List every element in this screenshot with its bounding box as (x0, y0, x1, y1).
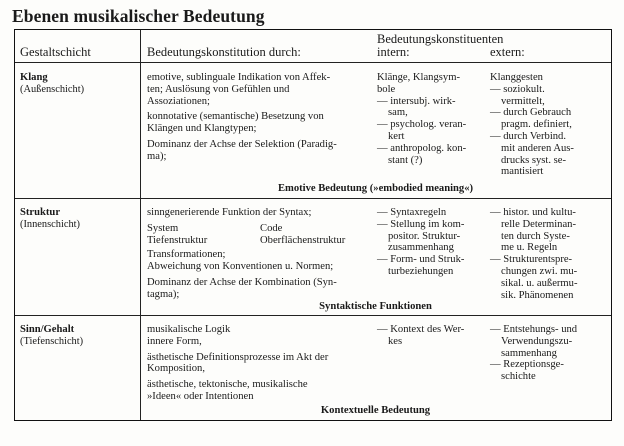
layer-name: Klang (20, 72, 48, 83)
text-line: emotive, sublinguale Indikation von Affek- (147, 72, 331, 83)
pair-left: System (147, 222, 179, 234)
header-intern: intern: (377, 45, 410, 59)
meaning-levels-table (14, 29, 612, 421)
text-line: Klanggesten (490, 72, 543, 83)
text-line: ästhetische, tektonische, musikalische (147, 379, 308, 391)
text-line: musikalische Logik (147, 324, 231, 335)
layer-subtitle: (Innenschicht) (20, 218, 81, 230)
text-line: positor. Struktur- (388, 230, 461, 242)
column-divider (140, 30, 141, 420)
layer-struktur (20, 207, 80, 231)
text-line: me u. Regeln (501, 242, 558, 254)
intern-klang (377, 72, 466, 166)
text-line: »Ideen« oder Intentionen (147, 390, 254, 402)
page-title: Ebenen musikalischer Bedeutung (12, 6, 265, 26)
pair-right: Oberflächenstruktur (260, 234, 346, 246)
text-line: ästhetische Definitionsprozesse im Akt der (147, 351, 329, 363)
text-line: Dominanz der Achse der Selektion (Paradig- (147, 138, 337, 150)
text-line: ten; Auslösung von Gefühlen und (147, 83, 290, 95)
text-line: Assoziationen; (147, 95, 210, 107)
header-bedeutungskonstitution: Bedeutungskonstitution durch: (147, 45, 301, 59)
text-line: mantisiert (501, 166, 544, 178)
text-line: — Kontext des Wer- (377, 324, 465, 335)
text-line: — Entstehungs- und (490, 324, 578, 335)
text-line: — anthropolog. kon- (377, 142, 467, 154)
text-line: Klänge, Klangsym- (377, 72, 460, 83)
header-extern: extern: (490, 45, 525, 59)
pair-right: Code (260, 222, 283, 234)
text-line: sik. Phänomenen (501, 289, 574, 301)
text-line: Komposition, (147, 363, 205, 375)
text-line: vermittelt, (501, 95, 545, 107)
constitution-klang (147, 72, 377, 163)
constitution-struktur (147, 207, 377, 301)
row-divider (15, 198, 611, 199)
text-line: — Form- und Struk- (377, 254, 465, 266)
function-label-kontextuell: Kontextuelle Bedeutung (320, 405, 431, 416)
text-line: kert (388, 130, 405, 142)
text-line: Abweichung von Konventionen u. Normen; (147, 261, 334, 273)
text-line: kes (388, 335, 403, 347)
text-line: mit anderen Aus- (501, 142, 574, 154)
intern-struktur (377, 207, 464, 278)
text-line: — Rezeptionsge- (490, 359, 564, 371)
text-line: — intersubj. wirk- (377, 95, 456, 107)
text-line: konnotative (semantische) Besetzung von (147, 111, 324, 123)
extern-klang (490, 72, 574, 178)
text-line: — soziokult. (490, 83, 545, 95)
extern-struktur (490, 207, 578, 301)
constitution-sinn-gehalt (147, 324, 377, 403)
text-line: — durch Verbind. (490, 130, 567, 142)
pair-grid (147, 223, 377, 247)
text-line: — durch Gebrauch (490, 107, 572, 119)
text-line: sammenhang (501, 347, 557, 359)
text-line: tagma); (147, 288, 180, 300)
header-gestaltschicht: Gestaltschicht (20, 45, 91, 59)
text-line: ten durch Syste- (501, 230, 570, 242)
layer-sinn-gehalt (20, 324, 83, 348)
header-divider (15, 62, 611, 63)
text-line: sinngenerierende Funktion der Syntax; (147, 207, 312, 218)
intern-sinn-gehalt (377, 324, 464, 348)
text-line: Verwendungszu- (501, 335, 573, 347)
text-line: — histor. und kultu- (490, 207, 576, 218)
text-line: — psycholog. veran- (377, 119, 467, 131)
text-line: ma); (147, 150, 167, 162)
text-line: sikal. u. außermu- (501, 277, 578, 289)
text-line: relle Determinan- (501, 218, 576, 230)
text-line: — Strukturentspre- (490, 254, 573, 266)
text-line: pragm. definiert, (501, 119, 572, 131)
extern-sinn-gehalt (490, 324, 577, 383)
text-line: sam, (388, 107, 408, 119)
text-line: schichte (501, 371, 536, 383)
text-line: stant (?) (388, 154, 423, 166)
text-line: — Syntaxregeln (377, 207, 447, 218)
layer-subtitle: (Außenschicht) (20, 83, 85, 95)
header-bedeutungskonstituenten: Bedeutungskonstituenten (377, 32, 504, 46)
layer-klang (20, 72, 84, 96)
layer-name: Sinn/Gehalt (20, 324, 75, 335)
text-line: Klängen und Klangtypen; (147, 123, 257, 135)
row-divider (15, 315, 611, 316)
text-line: chungen zwi. mu- (501, 265, 578, 277)
text-line: turbeziehungen (388, 265, 454, 277)
text-line: Dominanz der Achse der Kombination (Syn- (147, 276, 337, 288)
function-label-emotive: Emotive Bedeutung (»embodied meaning«) (277, 183, 474, 194)
text-line: — Stellung im kom- (377, 218, 465, 230)
text-line: drucks syst. se- (501, 154, 567, 166)
layer-subtitle: (Tiefenschicht) (20, 335, 84, 347)
function-label-syntaktisch: Syntaktische Funktionen (319, 301, 432, 312)
pair-left: Tiefenstruktur (147, 234, 208, 246)
text-line: Transformationen; (147, 249, 226, 261)
text-line: bole (377, 83, 396, 95)
text-line: zusammenhang (388, 242, 454, 254)
text-line: innere Form, (147, 335, 202, 347)
layer-name: Struktur (20, 207, 61, 218)
